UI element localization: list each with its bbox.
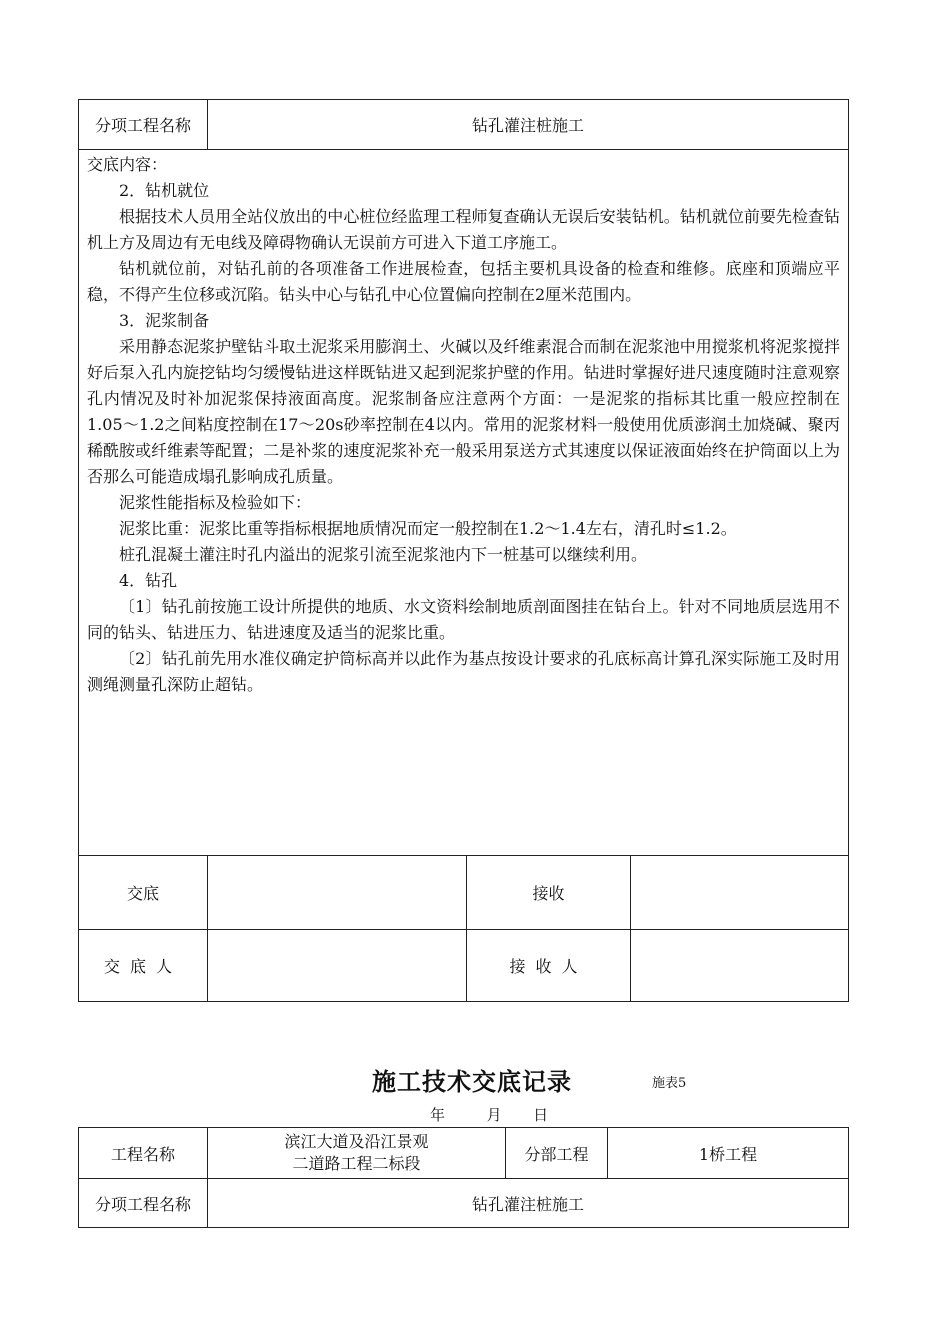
- form-title: 施工技术交底记录: [372, 1068, 572, 1096]
- section-heading: 4．钻孔: [119, 571, 178, 590]
- handover-label: 交底: [79, 856, 208, 930]
- receiver-cell: [631, 930, 849, 1002]
- content-paragraph: 〔1〕钻孔前按施工设计所提供的地质、水文资料绘制地质剖面图挂在钻台上。针对不同地质层选用不同的钻头、钻进压力、钻进速度及适当的泥浆比重。: [87, 597, 840, 642]
- content-paragraph: 桩孔混凝土灌注时孔内溢出的泥浆引流至泥浆池内下一桩基可以继续利用。: [119, 545, 648, 564]
- division-label: 分部工程: [506, 1128, 608, 1179]
- sub-project-label: 分项工程名称: [79, 100, 208, 150]
- date-line: [430, 1104, 548, 1125]
- sub-project-value: 钻孔灌注桩施工: [208, 100, 849, 150]
- division-value: 1桥工程: [608, 1128, 849, 1179]
- handover-signature-cell: [208, 856, 467, 930]
- receive-label: 接收: [467, 856, 631, 930]
- content-paragraph: 采用静态泥浆护壁钻斗取土泥浆采用膨润土、火碱以及纤维素混合而制在泥浆池中用搅浆机将泥浆搅拌好后泵入孔内旋挖钻均匀缓慢钻进这样既钻进又起到泥浆护壁的作用。钻进时掌握好进尺速度随时注意观察孔内情况及时补加泥浆保持液面高度。泥浆制备应注意两个方面：一是泥浆的指标其比重一般应控制在1.05～1.2之间粘度控制在17～20s砂率控制在4以内。常用的泥浆材料一般使用优质澎润土加烧碱、聚丙稀酰胺或纤维素等配置；二是补浆的速度泥浆补充一般采用泵送方式其速度以保证液面始终在护筒面以上为否那么可能造成塌孔影响成孔质量。: [87, 337, 840, 486]
- content-paragraph: 钻机就位前，对钻孔前的各项准备工作进展检查，包括主要机具设备的检查和维修。底座和顶端应平稳，不得产生位移或沉陷。钻头中心与钻孔中心位置偏向控制在2厘米范围内。: [87, 259, 840, 304]
- receive-signature-cell: [631, 856, 849, 930]
- receiver-label: 接收人: [467, 930, 631, 1002]
- sub-project-value: 钻孔灌注桩施工: [208, 1179, 849, 1228]
- handover-content: [79, 150, 849, 856]
- section-heading: 2．钻机就位: [119, 181, 210, 200]
- date-day: 日: [533, 1106, 549, 1124]
- handover-person-label: 交底人: [79, 930, 208, 1002]
- content-paragraph: 泥浆比重：泥浆比重等指标根据地质情况而定一般控制在1.2～1.4左右，清孔时≤1.2。: [119, 519, 737, 538]
- project-info-table: [78, 1127, 849, 1228]
- project-name-label: 工程名称: [79, 1128, 208, 1179]
- content-heading: 交底内容：: [87, 155, 168, 174]
- sub-project-label: 分项工程名称: [79, 1179, 208, 1228]
- content-paragraph: 泥浆性能指标及检验如下：: [119, 493, 312, 512]
- handover-person-cell: [208, 930, 467, 1002]
- date-month: 月: [486, 1106, 502, 1124]
- content-paragraph: 〔2〕钻孔前先用水准仪确定护筒标高并以此作为基点按设计要求的孔底标高计算孔深实际施工及时用测绳测量孔深防止超钻。: [87, 649, 840, 694]
- project-name-value: 滨江大道及沿江景观二道路工程二标段: [208, 1128, 506, 1179]
- handover-record-table: [78, 99, 849, 1002]
- content-paragraph: 根据技术人员用全站仪放出的中心桩位经监理工程师复查确认无误后安装钻机。钻机就位前要先检查钻机上方及周边有无电线及障碍物确认无误前方可进入下道工序施工。: [87, 207, 840, 252]
- form-number: 施表5: [652, 1076, 687, 1091]
- section-heading: 3．泥浆制备: [119, 311, 210, 330]
- date-year: 年: [430, 1106, 446, 1124]
